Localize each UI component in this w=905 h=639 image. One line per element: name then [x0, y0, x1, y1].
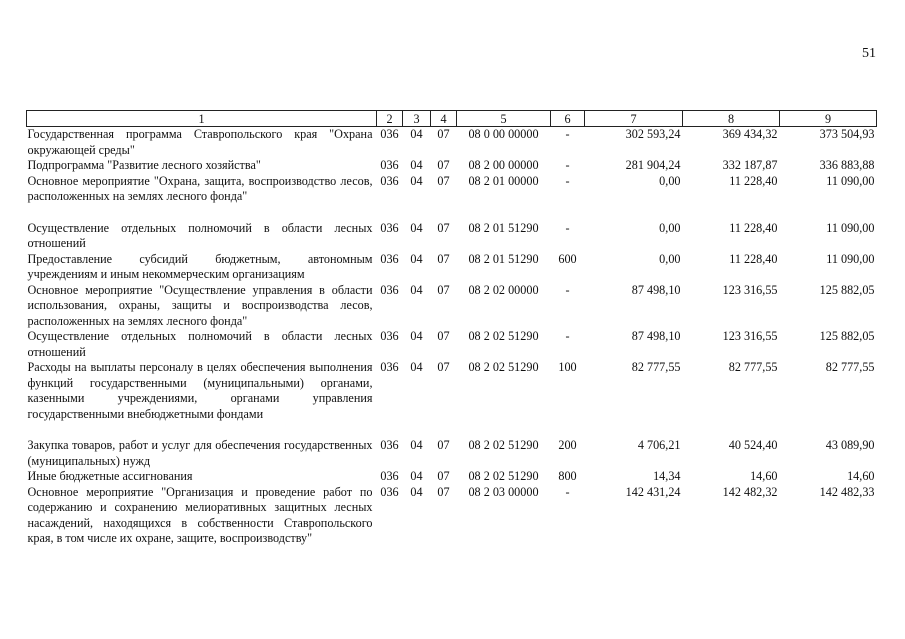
row-amount-col9: 11 090,00 — [826, 251, 875, 266]
row-target-article: 08 2 02 51290 — [468, 438, 539, 452]
row-amount-col7: 0,00 — [659, 220, 681, 235]
page-number: 51 — [862, 46, 876, 61]
row-subsection-code: 07 — [437, 173, 450, 188]
row-target-article: 08 2 03 00000 — [468, 484, 539, 499]
row-expense-type: - — [565, 220, 570, 235]
row-ved-code: 036 — [380, 127, 399, 141]
row-name: Расходы на выплаты персоналу в целях обеспечения выполнения функций государственными (муниципальными) органами, казенными учреждениями, органами управления государственными внебюджетными фондами — [27, 360, 373, 421]
row-section-code: 04 — [410, 438, 423, 452]
row-section-code: 04 — [410, 251, 423, 266]
row-section-code: 04 — [410, 220, 423, 235]
row-target-article: 08 2 02 51290 — [468, 469, 539, 483]
row-expense-type: 600 — [558, 251, 577, 266]
row-amount-col9: 11 090,00 — [826, 220, 875, 235]
row-amount-col7: 87 498,10 — [631, 329, 681, 343]
row-name: Предоставление субсидий бюджетным, автономным учреждениям и иным некоммерческим организациям — [27, 251, 373, 281]
header-col-3: 3 — [403, 111, 431, 127]
row-expense-type: - — [565, 282, 570, 297]
row-subsection-code: 07 — [437, 282, 450, 297]
row-ved-code: 036 — [380, 173, 399, 188]
row-section-code: 04 — [410, 484, 423, 499]
row-target-article: 08 2 02 51290 — [468, 329, 539, 343]
row-amount-col7: 82 777,55 — [631, 360, 681, 374]
header-col-1: 1 — [27, 111, 377, 127]
row-amount-col8: 142 482,32 — [722, 484, 778, 499]
table-row — [27, 252, 877, 283]
row-name: Основное мероприятие "Охрана, защита, воспроизводство лесов, расположенных на землях лесного фонда" — [27, 173, 373, 203]
row-amount-col7: 142 431,24 — [625, 484, 681, 499]
row-amount-col8: 14,60 — [750, 469, 778, 483]
table-row — [27, 158, 877, 174]
row-name: Осуществление отдельных полномочий в области лесных отношений — [27, 220, 373, 250]
row-expense-type: - — [565, 158, 570, 172]
row-amount-col9: 43 089,90 — [825, 438, 875, 452]
row-name: Закупка товаров, работ и услуг для обеспечения государственных (муниципальных) нужд — [27, 438, 373, 468]
header-col-9: 9 — [780, 111, 877, 127]
row-subsection-code: 07 — [437, 484, 450, 499]
row-amount-col9: 336 883,88 — [819, 158, 875, 172]
row-section-code: 04 — [410, 329, 423, 343]
table-row — [27, 360, 877, 422]
row-ved-code: 036 — [380, 251, 399, 266]
row-amount-col9: 125 882,05 — [819, 282, 875, 297]
row-section-code: 04 — [410, 173, 423, 188]
row-name: Иные бюджетные ассигнования — [27, 469, 193, 483]
row-amount-col9: 82 777,55 — [825, 360, 875, 374]
row-section-code: 04 — [410, 282, 423, 297]
table-row — [27, 205, 877, 252]
row-ved-code: 036 — [380, 360, 399, 374]
row-expense-type: 800 — [558, 469, 577, 483]
table-row — [27, 329, 877, 360]
row-amount-col9: 14,60 — [847, 469, 875, 483]
row-amount-col7: 0,00 — [659, 173, 681, 188]
table-header — [27, 111, 877, 127]
budget-table — [26, 110, 877, 547]
header-col-5: 5 — [457, 111, 551, 127]
row-amount-col9: 11 090,00 — [826, 173, 875, 188]
row-expense-type: 100 — [558, 360, 577, 374]
row-ved-code: 036 — [380, 469, 399, 483]
header-col-2: 2 — [377, 111, 403, 127]
table-row — [27, 469, 877, 485]
row-amount-col8: 11 228,40 — [729, 251, 778, 266]
row-ved-code: 036 — [380, 158, 399, 172]
row-ved-code: 036 — [380, 329, 399, 343]
row-ved-code: 036 — [380, 484, 399, 499]
row-name: Подпрограмма "Развитие лесного хозяйства" — [27, 158, 261, 172]
row-section-code: 04 — [410, 127, 423, 141]
row-amount-col8: 369 434,32 — [722, 127, 778, 141]
row-expense-type: - — [565, 484, 570, 499]
row-amount-col9: 142 482,33 — [819, 484, 875, 499]
row-amount-col7: 302 593,24 — [625, 127, 681, 141]
row-subsection-code: 07 — [437, 360, 450, 374]
row-amount-col8: 40 524,40 — [728, 438, 778, 452]
row-amount-col7: 281 904,24 — [625, 158, 681, 172]
table-body — [27, 127, 877, 547]
row-name: Основное мероприятие "Осуществление управления в области использования, охраны, защиты и воспроизводства лесов, расположенных на землях лесного фонда" — [27, 282, 373, 328]
row-amount-col7: 87 498,10 — [631, 282, 681, 297]
row-expense-type: - — [565, 127, 570, 141]
table-row — [27, 422, 877, 469]
row-target-article: 08 2 02 00000 — [468, 282, 539, 297]
header-col-4: 4 — [431, 111, 457, 127]
table-row — [27, 485, 877, 547]
row-name: Основное мероприятие "Организация и проведение работ по содержанию и сохранению мелиоративных защитных лесных насаждений, находящихся в собственности Ставропольского края, в том числе их охране, защите, воспроизводству" — [27, 484, 373, 545]
table-row — [27, 283, 877, 330]
row-target-article: 08 2 02 51290 — [468, 360, 539, 374]
row-amount-col8: 82 777,55 — [728, 360, 778, 374]
row-amount-col9: 373 504,93 — [819, 127, 875, 141]
row-expense-type: - — [565, 173, 570, 188]
table-row — [27, 174, 877, 205]
row-subsection-code: 07 — [437, 220, 450, 235]
row-expense-type: 200 — [558, 438, 577, 452]
row-ved-code: 036 — [380, 220, 399, 235]
row-amount-col8: 123 316,55 — [722, 282, 778, 297]
row-name: Государственная программа Ставропольского края "Охрана окружающей среды" — [27, 127, 373, 157]
row-subsection-code: 07 — [437, 158, 450, 172]
row-amount-col8: 11 228,40 — [729, 173, 778, 188]
row-subsection-code: 07 — [437, 469, 450, 483]
row-section-code: 04 — [410, 158, 423, 172]
row-target-article: 08 2 01 51290 — [468, 251, 539, 266]
row-section-code: 04 — [410, 469, 423, 483]
table-row — [27, 127, 877, 159]
header-col-8: 8 — [683, 111, 780, 127]
row-target-article: 08 0 00 00000 — [468, 127, 539, 141]
row-subsection-code: 07 — [437, 251, 450, 266]
row-amount-col7: 0,00 — [659, 251, 681, 266]
row-amount-col8: 123 316,55 — [722, 329, 778, 343]
row-target-article: 08 2 01 51290 — [468, 220, 539, 235]
row-subsection-code: 07 — [437, 438, 450, 452]
row-name: Осуществление отдельных полномочий в области лесных отношений — [27, 329, 373, 359]
row-ved-code: 036 — [380, 282, 399, 297]
row-expense-type: - — [565, 329, 570, 343]
row-ved-code: 036 — [380, 438, 399, 452]
row-amount-col8: 11 228,40 — [729, 220, 778, 235]
row-subsection-code: 07 — [437, 329, 450, 343]
row-target-article: 08 2 01 00000 — [468, 173, 539, 188]
row-amount-col7: 4 706,21 — [637, 438, 681, 452]
row-amount-col9: 125 882,05 — [819, 329, 875, 343]
row-subsection-code: 07 — [437, 127, 450, 141]
row-amount-col7: 14,34 — [653, 469, 681, 483]
header-col-7: 7 — [585, 111, 683, 127]
row-section-code: 04 — [410, 360, 423, 374]
row-amount-col8: 332 187,87 — [722, 158, 778, 172]
row-target-article: 08 2 00 00000 — [468, 158, 539, 172]
header-col-6: 6 — [551, 111, 585, 127]
